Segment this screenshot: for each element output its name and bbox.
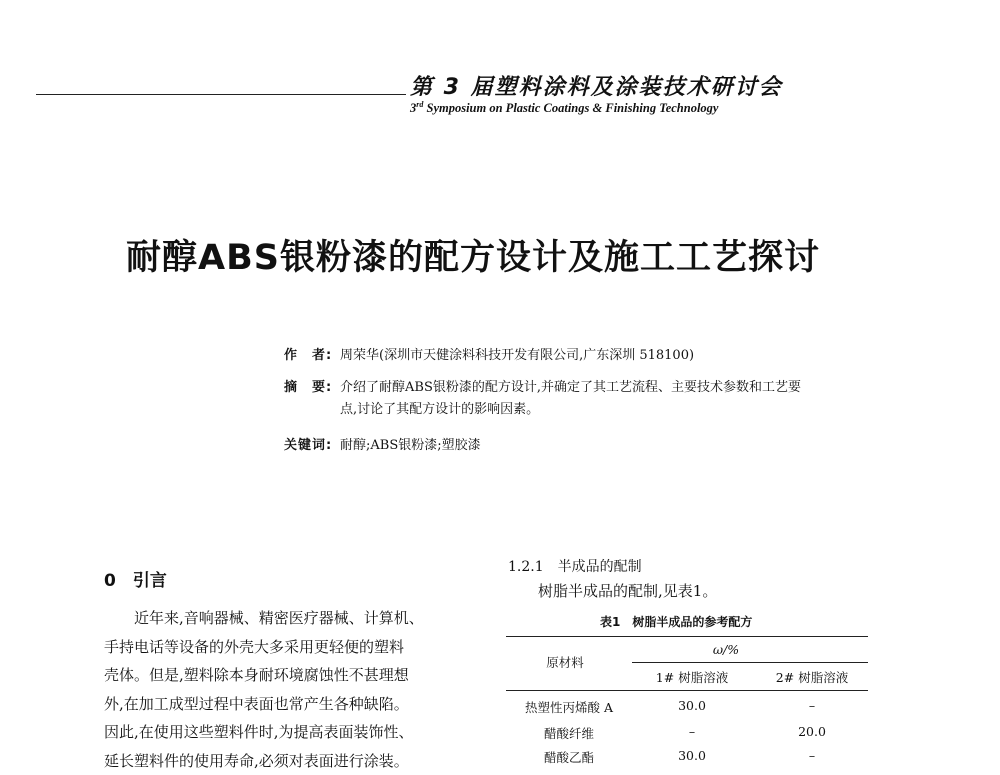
paragraph-line: 近年来,音响器械、精密医疗器械、计算机、 (104, 604, 476, 633)
table-row-value: – (756, 698, 868, 713)
table-row-value: – (636, 724, 748, 739)
paragraph-line: 因此,在使用这些塑料件时,为提高表面装饰性、 (104, 718, 476, 747)
table-header-group: ω/% (696, 642, 756, 657)
abstract-text-2: 点,讨论了其配方设计的影响因素。 (340, 398, 539, 417)
abstract-text-1: 介绍了耐醇ABS银粉漆的配方设计,并确定了其工艺流程、主要技术参数和工艺要 (340, 380, 801, 395)
table-row-value: 30.0 (636, 698, 748, 713)
symposium-title-cn: 第 3 届塑料涂料及涂装技术研讨会 (410, 70, 783, 101)
table-row-value: 30.0 (636, 748, 748, 763)
symposium-name-en: Symposium on Plastic Coatings & Finishing Technology (423, 101, 718, 115)
paragraph-line: 手持电话等设备的外壳大多采用更轻便的塑料 (104, 633, 476, 662)
abstract-line (284, 376, 801, 395)
header-rule (36, 94, 406, 95)
paper-title: 耐醇ABS银粉漆的配方设计及施工工艺探讨 (126, 230, 820, 280)
symposium-title-en (410, 100, 718, 116)
paragraph-line: 外,在加工成型过程中表面也常产生各种缺陷。 (104, 690, 476, 719)
table-caption: 表1 树脂半成品的参考配方 (600, 613, 752, 630)
table-row-value: 20.0 (756, 724, 868, 739)
author-text: 周荣华(深圳市天健涂料科技开发有限公司,广东深圳 518100) (340, 348, 694, 363)
table-row-value: – (756, 748, 868, 763)
table-header-material: 原材料 (520, 653, 610, 671)
table-header-rule (506, 690, 868, 691)
paragraph-line: 壳体。但是,塑料除本身耐环境腐蚀性不甚理想 (104, 661, 476, 690)
section-0-paragraph (104, 604, 476, 775)
section-1-2-1-text: 树脂半成品的配制,见表1。 (538, 580, 717, 601)
keywords-line (284, 434, 481, 453)
table-row-material: 醋酸纤维 (506, 724, 632, 742)
table-header-col1: 1# 树脂溶液 (636, 668, 748, 686)
symposium-number: 3 (410, 101, 416, 115)
table-group-rule (632, 662, 868, 663)
table-row-material: 醋酸乙酯 (506, 748, 632, 766)
section-0-heading: 0 引言 (104, 566, 167, 591)
author-line (284, 344, 694, 363)
keywords-text: 耐醇;ABS银粉漆;塑胶漆 (340, 438, 481, 453)
keywords-label: 关键词: (284, 434, 340, 453)
table-row-material: 热塑性丙烯酸 A (506, 698, 632, 716)
symposium-ordinal: rd (416, 100, 423, 109)
paragraph-line: 延长塑料件的使用寿命,必须对表面进行涂装。 (104, 747, 476, 775)
author-label: 作 者: (284, 344, 340, 363)
table-header-col2: 2# 树脂溶液 (756, 668, 868, 686)
section-1-2-1-heading: 1.2.1 半成品的配制 (508, 556, 642, 576)
table-top-rule (506, 636, 868, 637)
abstract-label: 摘 要: (284, 376, 340, 395)
